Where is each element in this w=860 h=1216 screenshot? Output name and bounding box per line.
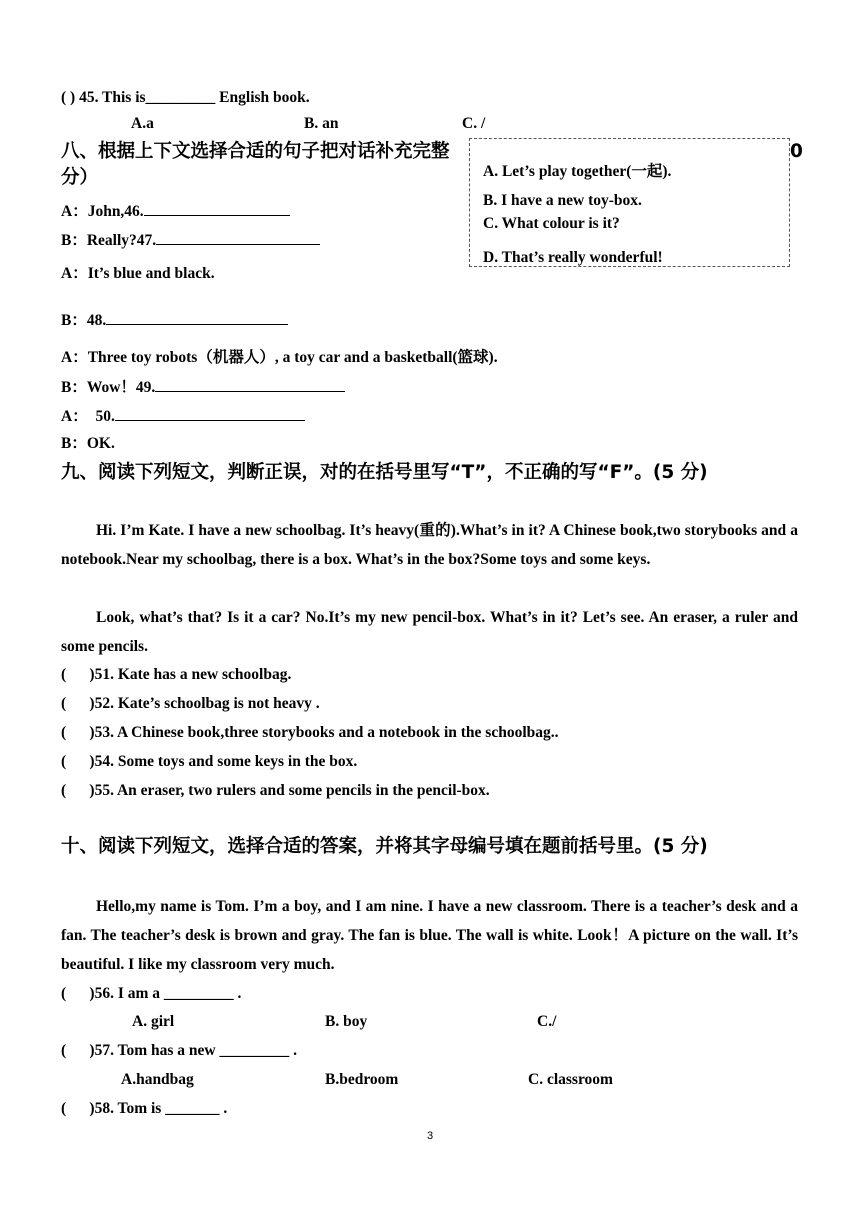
- question-56-option-a: A. girl: [132, 1013, 175, 1030]
- section-9-heading: 九、阅读下列短文，判断正误，对的在括号里写“T”，不正确的写“F”。(5 分): [61, 462, 708, 483]
- question-56-option-c: C./: [537, 1013, 557, 1030]
- question-57-option-a: A.handbag: [121, 1071, 194, 1088]
- question-45-option-b: B. an: [304, 115, 339, 132]
- question-56-stem: ( )56. I am a _________ .: [61, 985, 242, 1002]
- question-55: ( )55. An eraser, two rulers and some pencils in the pencil-box.: [61, 782, 490, 799]
- question-57-option-c: C. classroom: [528, 1071, 613, 1088]
- question-56-option-b: B. boy: [325, 1013, 368, 1030]
- question-45-option-c: C. /: [462, 115, 486, 132]
- dialogue-line-48: B：48.: [61, 310, 288, 330]
- section-9-passage-para-1: Hi. I’m Kate. I have a new schoolbag. It’s heavy(重的).What’s in it? A Chinese book,two storybooks and a notebook.Near my schoolbag, there is a box. What’s in the box?Some toys and some keys.: [61, 522, 798, 568]
- question-51: ( )51. Kate has a new schoolbag.: [61, 666, 292, 683]
- dialogue-line-b-ok: B：OK.: [61, 435, 115, 452]
- dialogue-line-a2: A：It’s blue and black.: [61, 265, 215, 282]
- option-a: A. Let’s play together(一起).: [483, 163, 672, 180]
- section-8-heading: 八、根据上下文选择合适的句子把对话补充完整: [61, 141, 450, 162]
- answer-blank-48[interactable]: [106, 310, 288, 325]
- section-9-passage-para-2: Look, what’s that? Is it a car? No.It’s my new pencil-box. What’s in it? Let’s see. An eraser, a ruler and some pencils.: [61, 609, 798, 655]
- question-57-stem: ( )57. Tom has a new _________ .: [61, 1042, 297, 1059]
- section-8-heading-overflow: 0: [790, 141, 803, 162]
- dialogue-line-47: B：Really?47.: [61, 230, 320, 250]
- question-54: ( )54. Some toys and some keys in the box.: [61, 753, 358, 770]
- question-58-stem: ( )58. Tom is _______ .: [61, 1100, 228, 1117]
- dialogue-line-49: B：Wow！49.: [61, 377, 345, 397]
- page-number: 3: [426, 1130, 434, 1142]
- question-57-option-b: B.bedroom: [325, 1071, 399, 1088]
- section-10-passage: Hello,my name is Tom. I’m a boy, and I am nine. I have a new classroom. There is a teacher’s desk and a fan. The teacher’s desk is brown and gray. The fan is blue. The wall is white. Look！A picture on the wall. It’s beautiful. I like my classroom very much.: [61, 898, 798, 973]
- answer-blank-50[interactable]: [115, 406, 305, 421]
- dialogue-line-46: A：John,46.: [61, 201, 290, 221]
- dialogue-line-a3: A：Three toy robots（机器人）, a toy car and a basketball(篮球).: [61, 349, 498, 366]
- option-b: B. I have a new toy-box.: [483, 192, 642, 209]
- answer-blank-47[interactable]: [156, 230, 320, 245]
- section-8-heading-cont: 分）: [61, 167, 99, 188]
- options-box: [469, 138, 790, 267]
- answer-blank-46[interactable]: [144, 201, 290, 216]
- question-45-option-a: A.a: [131, 115, 154, 132]
- question-52: ( )52. Kate’s schoolbag is not heavy .: [61, 695, 320, 712]
- option-d: D. That’s really wonderful!: [483, 249, 663, 266]
- dialogue-line-50: A： 50.: [61, 406, 305, 426]
- question-45-stem: ( ) 45. This is_________ English book.: [61, 89, 310, 106]
- option-c: C. What colour is it?: [483, 215, 620, 232]
- question-53: ( )53. A Chinese book,three storybooks and a notebook in the schoolbag..: [61, 724, 559, 741]
- section-10-heading: 十、阅读下列短文，选择合适的答案，并将其字母编号填在题前括号里。(5 分): [61, 836, 708, 857]
- answer-blank-49[interactable]: [155, 377, 345, 392]
